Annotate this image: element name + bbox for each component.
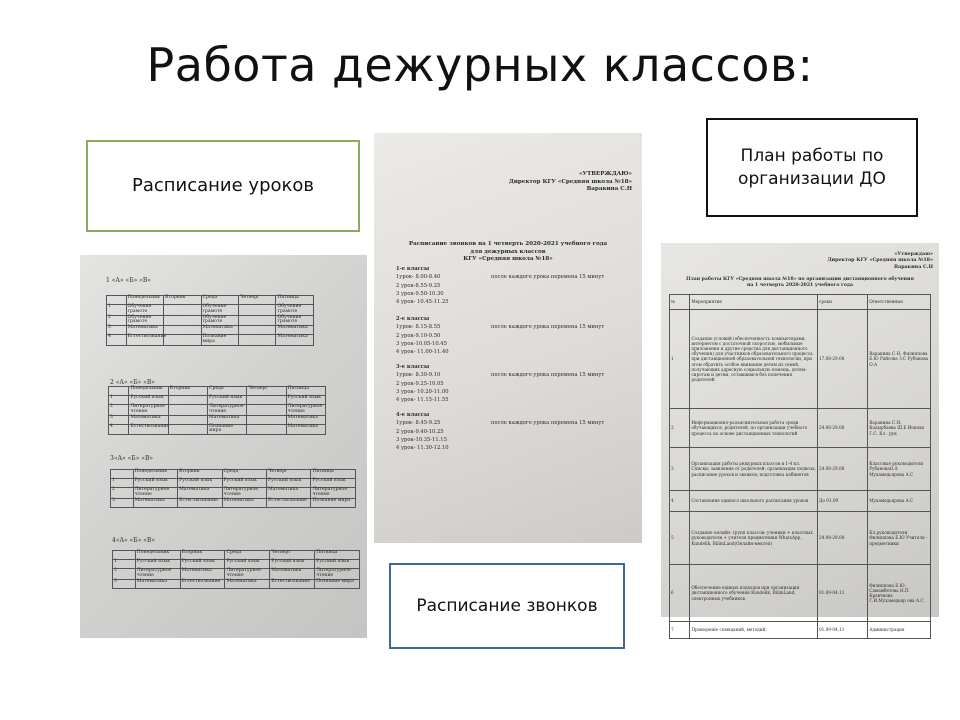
table-cell: Математика (126, 326, 163, 335)
header-cell: Среда (208, 387, 247, 396)
table-cell (164, 305, 201, 316)
section-title: 2 «А» «Б» «В» (110, 379, 155, 386)
header-cell: Пятница (286, 387, 325, 396)
table-row (107, 305, 314, 316)
table-cell (168, 424, 207, 435)
table-cell: Литературное чтение (208, 405, 247, 416)
approval-line: Директор КГУ «Средняя школа №18» (508, 178, 632, 185)
lesson-time: 4 урок- 11.30-12.10 (396, 445, 449, 452)
header-cell: Понедельник (133, 470, 177, 479)
table-cell: 3 (113, 579, 136, 588)
table-cell (168, 396, 207, 405)
approval-line: «Утверждаю» (894, 251, 933, 257)
table-cell: Русский язык (208, 396, 247, 405)
table-cell: 1 (670, 310, 690, 409)
table-cell: 01.09-04.11 (817, 622, 867, 639)
table-cell: Варакина С.Н. Кадырбаева Ш.Е Ионова Г.С. Кл . рук (868, 409, 931, 448)
table-cell: 1 (113, 560, 136, 569)
break-note: после каждого урока перемена 15 минут (491, 420, 605, 426)
table-cell: 17.08-29.08 (817, 310, 867, 409)
table-cell: Естествознание (129, 424, 168, 435)
approval-line: Варакина С.Н (586, 186, 632, 193)
bells-schedule-photo (374, 133, 642, 543)
header-cell: Среда (222, 470, 266, 479)
header-cell: Ответственные (868, 295, 931, 310)
heading-line: для дежурных классов (470, 248, 546, 255)
header-cell: Среда (225, 551, 270, 560)
table-cell (239, 315, 276, 326)
header-cell: Вторник (178, 470, 222, 479)
header-cell: Четверг (247, 387, 286, 396)
table-cell: Русский язык (135, 560, 180, 569)
table-header-row (670, 295, 931, 310)
table-cell: Литературное чтение (133, 488, 177, 499)
table-cell: 2 (111, 488, 134, 499)
header-cell: Вторник (164, 296, 201, 305)
schedule-table (106, 295, 314, 346)
distance-learning-plan-label (706, 118, 918, 217)
table-cell (164, 326, 201, 335)
table-cell: Естествознание (180, 579, 225, 588)
bells-group (396, 265, 636, 307)
table-cell: 3 (111, 498, 134, 507)
schedule-table (108, 386, 326, 435)
lesson-time: 3 урок- 10.20-11.00 (396, 388, 449, 395)
table-cell: Классные руководители РубановаО.А Мухамедьярова А.С (868, 448, 931, 491)
table-cell: Администрация (868, 622, 931, 639)
table-cell (239, 335, 276, 346)
table-cell: Математика (276, 335, 314, 346)
table-cell: Проведение совещаний, методий, (690, 622, 818, 639)
table-cell: Литературное чтение (129, 405, 168, 416)
table-cell: 2 (113, 569, 136, 580)
group-title: 1-е классы (396, 266, 430, 272)
table-cell: Познание мира (311, 498, 356, 507)
bells-group (396, 363, 636, 405)
header-cell: Понедельник (126, 296, 163, 305)
table-cell: Русский язык (129, 396, 168, 405)
table-cell: 3 (670, 448, 690, 491)
table-cell: Создание условий (обеспеченность компьютерами, интернетом с достаточной скоростью, мобильные приложения и другие средства для дистанционного обучения) для участников образовательного процесса при дистанционной образовательной технологии, при этом обратить особое внимание детям из семей, получающих адресную социальную помощь, детям-сиротам и детям, оставшимся без попечения родителей (690, 310, 818, 409)
table-cell: Математика (222, 498, 266, 507)
table-cell: Обучение грамоте (201, 315, 238, 326)
table-cell: 1 (111, 479, 134, 488)
header-cell: сроки (817, 295, 867, 310)
table-cell (168, 415, 207, 424)
table-cell: 4 (107, 335, 127, 346)
lesson-time: 1урок- 8.45-9.25 (396, 420, 441, 427)
lesson-time: 4 урок- 10.45-11.25 (396, 299, 449, 306)
table-cell: Составление единого школьного расписания уроков (690, 491, 818, 512)
approval-line: Варакина С.Н (894, 263, 933, 270)
table-cell (247, 396, 286, 405)
lesson-time: 2 урок-9.25-10.05 (396, 380, 444, 387)
table-cell: 3 (107, 326, 127, 335)
table-cell: Создание онлайн- групп классов: ученики + классных руководители + учителя предметники WhatsApp, Kundelik, BilimLand(Онлайн-мектеп) (690, 512, 818, 565)
table-cell: 2 (109, 405, 129, 416)
table-cell: Русский язык (222, 479, 266, 488)
bells-schedule-label (389, 563, 625, 649)
table-cell: Обучение грамоте (126, 305, 163, 316)
table-row (670, 409, 931, 448)
lessons-schedule-photo (80, 255, 367, 638)
table-cell: Математика (201, 326, 238, 335)
table-row (109, 415, 326, 424)
group-title: 4-е классы (396, 412, 430, 418)
lesson-time: 3 урок-10.35-11.15 (396, 436, 447, 443)
header-cell: № (670, 295, 690, 310)
table-cell: Литературное чтение (311, 488, 356, 499)
distance-learning-plan-photo (661, 243, 939, 633)
heading-line: План работы КГУ «Средняя школа №18» по организации дистанционного обучения (686, 277, 914, 282)
table-cell: 24.08-29.08 (817, 448, 867, 491)
table-cell: Русский язык (286, 396, 325, 405)
table-cell: 24.08-29.08 (817, 409, 867, 448)
lesson-time: 1урок- 8.15-8.55 (396, 324, 441, 331)
table-row (109, 405, 326, 416)
table-cell: Познание мира (201, 335, 238, 346)
table-cell: Информационно-разъяснительная работа среди обучающихся, родителей, по организации учебного процесса на основе дистанционных технологий (690, 409, 818, 448)
table-cell: 24.08-29.08 (817, 512, 867, 565)
header-cell: Четверг (270, 551, 315, 560)
table-row (670, 512, 931, 565)
header-cell: Мероприятия (690, 295, 818, 310)
header-cell: Понедельник (129, 387, 168, 396)
schedule-table (110, 469, 356, 508)
lesson-time: 4 урок- 11.00-11.40 (396, 349, 449, 356)
table-cell (239, 326, 276, 335)
header-cell: Пятница (315, 551, 360, 560)
table-cell: Литературное чтение (286, 405, 325, 416)
bells-group (396, 315, 636, 357)
lesson-time: 3 урок-10.05-10.45 (396, 340, 447, 347)
header-cell: Среда (201, 296, 238, 305)
header-cell: Пятница (276, 296, 314, 305)
table-cell: Математика (208, 415, 247, 424)
table-cell: Литературное чтение (225, 569, 270, 580)
table-cell: Математика (225, 579, 270, 588)
table-cell: Организация работы дежурных классов в 1-4 кл. Списки; заявления от родителей; организация подвоза; расписание уроков и звонков; подготовка кабинетов (690, 448, 818, 491)
lesson-time: 2 урок-9.10-9.50 (396, 332, 441, 339)
lesson-time: 1урок- 8.00-8.40 (396, 274, 441, 281)
table-cell: 4 (670, 491, 690, 512)
table-cell: 01.09-04.11 (817, 565, 867, 622)
lessons-schedule-label (86, 140, 360, 232)
heading-line: на 1 четверть 2020-2021 учебного года (747, 282, 853, 288)
table-cell: Русский язык (133, 479, 177, 488)
table-cell: 2 (107, 315, 127, 326)
table-cell: Русский язык (267, 479, 311, 488)
section-title: 3«А» «Б» «В» (110, 455, 154, 462)
table-cell (239, 305, 276, 316)
table-cell: Математика (133, 498, 177, 507)
table-cell: 7 (670, 622, 690, 639)
table-row (670, 448, 931, 491)
table-cell: Филиппова Е.Ю. Самамбетова Н.П Кравчкова Г.И.Мухамедьяр ова А.С (868, 565, 931, 622)
table-row (670, 310, 931, 409)
table-cell: Естествознание (267, 498, 311, 507)
heading-line: Расписание звонков на 1 четверть 2020-2021 учебного года (408, 241, 608, 247)
table-row (670, 565, 931, 622)
table-cell: Естествознание (178, 498, 222, 507)
table-cell: 5 (670, 512, 690, 565)
table-cell: Математика (286, 415, 325, 424)
approval-block (827, 251, 933, 270)
lesson-time: 2 урок-8.55-9.25 (396, 282, 441, 289)
table-cell: Математика (267, 488, 311, 499)
header-cell: Четверг (267, 470, 311, 479)
table-cell: 3 (109, 415, 129, 424)
table-cell: Математика (270, 569, 315, 580)
table-cell: Математика (178, 488, 222, 499)
plan-heading (669, 277, 931, 289)
break-note: после каждого урока перемена 15 минут (491, 372, 605, 378)
lesson-time: 3 урок-9.50-10.30 (396, 290, 444, 297)
schedule-table (112, 550, 360, 589)
table-row (113, 569, 360, 580)
table-cell: Русский язык (225, 560, 270, 569)
table-cell (247, 405, 286, 416)
table-cell: 2 (670, 409, 690, 448)
table-row (109, 424, 326, 435)
table-cell: Математика (135, 579, 180, 588)
table-cell: Русский язык (311, 479, 356, 488)
table-cell: Русский язык (315, 560, 360, 569)
table-row (670, 491, 931, 512)
lesson-time: 1урок- 8.30-9.10 (396, 372, 441, 379)
section-title: 4«А» «Б» «В» (112, 537, 156, 544)
table-cell: Математика (286, 424, 325, 435)
plan-table (669, 294, 931, 639)
table-cell (164, 315, 201, 326)
table-cell: Кл.руководители Филиппова Е.Ю Учителя - предметники (868, 512, 931, 565)
table-cell (247, 424, 286, 435)
table-cell: Обеспечение единых подходов при организации дистанционного обучения Kundelik, BilimLand, электронных учебников (690, 565, 818, 622)
table-row (111, 498, 356, 507)
table-cell: 6 (670, 565, 690, 622)
approval-line: «УТВЕРЖДАЮ» (579, 171, 632, 177)
table-cell: Обучение грамоте (126, 315, 163, 326)
table-cell: Естествознание (270, 579, 315, 588)
table-cell: Варакина С.Н. Филиппова Е.Ю Райсова З.С Рубанова О.А (868, 310, 931, 409)
table-cell: Познание мира (208, 424, 247, 435)
table-cell: Обучение грамоте (276, 305, 314, 316)
table-cell: Познание мира (315, 579, 360, 588)
heading-line: КГУ «Средняя школа №18» (463, 256, 553, 263)
table-row (111, 488, 356, 499)
group-title: 2-е классы (396, 316, 430, 322)
table-cell: 4 (109, 424, 129, 435)
header-cell: Пятница (311, 470, 356, 479)
table-cell: Математика (129, 415, 168, 424)
header-cell: Четверг (239, 296, 276, 305)
bells-heading (374, 241, 642, 264)
table-cell: Литературное чтение (222, 488, 266, 499)
table-cell (164, 335, 201, 346)
table-cell: 1 (109, 396, 129, 405)
table-cell (247, 415, 286, 424)
table-cell: Обучение грамоте (201, 305, 238, 316)
table-cell: Мухамедьярова А.С (868, 491, 931, 512)
table-row (107, 335, 314, 346)
lesson-time: 2 урок-9.40-10.25 (396, 428, 444, 435)
lesson-time: 4 урок- 11.15-11.55 (396, 397, 449, 404)
table-cell: Естествознание (126, 335, 163, 346)
table-cell: Математика (180, 569, 225, 580)
table-cell (168, 405, 207, 416)
bells-schedule-label-text: Расписание звонков (416, 595, 598, 616)
bells-group (396, 411, 636, 453)
table-cell: Русский язык (178, 479, 222, 488)
table-cell: Математика (276, 326, 314, 335)
header-cell: Понедельник (135, 551, 180, 560)
header-cell: Вторник (180, 551, 225, 560)
lessons-schedule-label-text: Расписание уроков (131, 174, 315, 196)
group-title: 3-е классы (396, 364, 430, 370)
table-row (113, 579, 360, 588)
table-row (670, 622, 931, 639)
table-cell: До 01.09 (817, 491, 867, 512)
header-cell: Вторник (168, 387, 207, 396)
approval-block (462, 171, 632, 194)
table-cell: Обучение грамоте (276, 315, 314, 326)
table-cell: 1 (107, 305, 127, 316)
approval-line: Директор КГУ «Средняя школа №18» (827, 257, 933, 264)
break-note: после каждого урока перемена 15 минут (491, 324, 605, 330)
distance-learning-plan-label-text: План работы по организации ДО (738, 145, 886, 189)
section-title: 1 «А» «Б» «В» (106, 277, 151, 284)
break-note: после каждого урока перемена 15 минут (491, 274, 605, 280)
table-cell: Русский язык (270, 560, 315, 569)
table-cell: Русский язык (180, 560, 225, 569)
slide-title: Работа дежурных классов: (146, 38, 814, 92)
table-cell: Литературное чтение (135, 569, 180, 580)
table-cell: Литературное чтение (315, 569, 360, 580)
